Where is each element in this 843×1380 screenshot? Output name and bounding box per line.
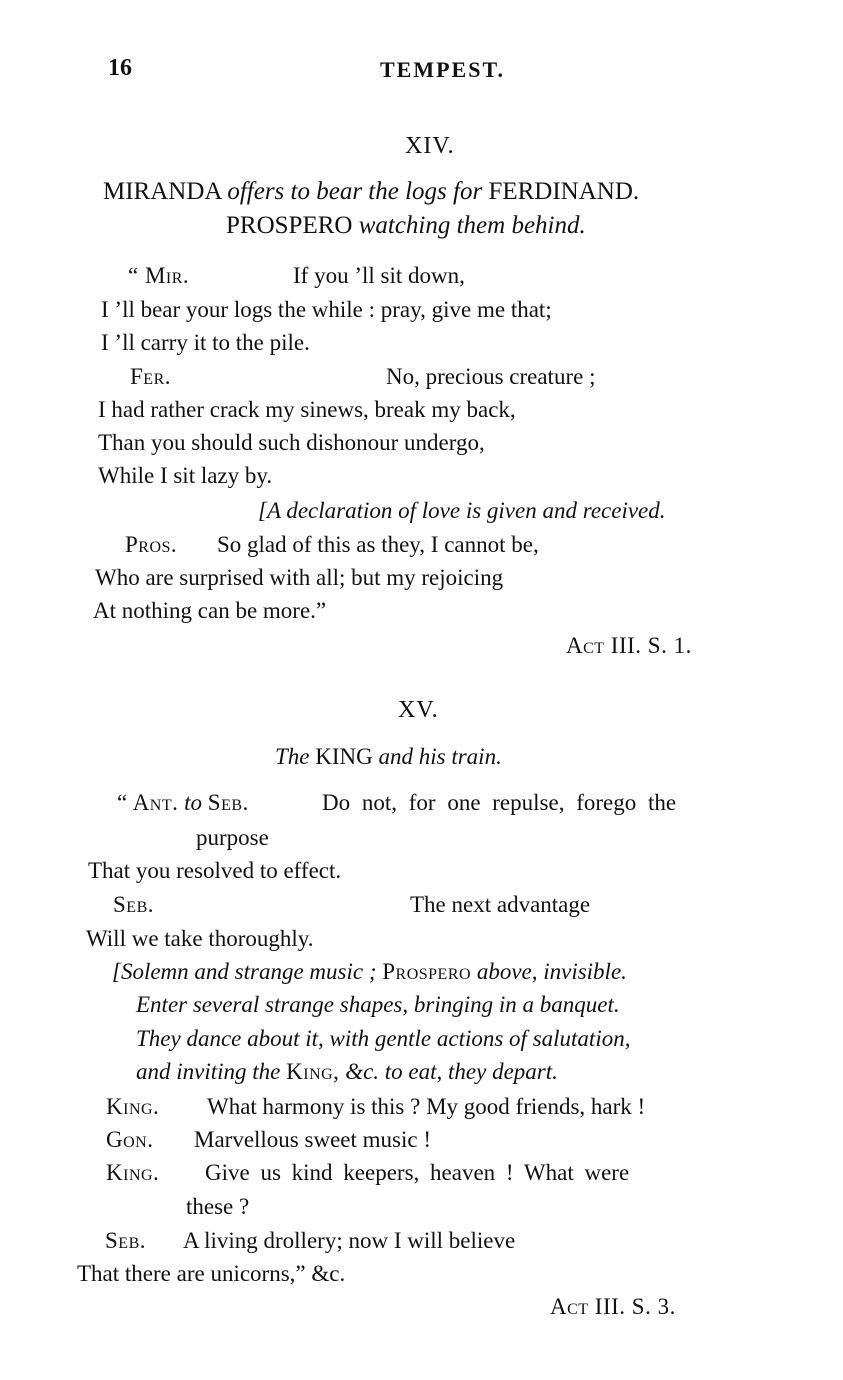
verse-line: The next advantage — [410, 892, 591, 917]
verse-line: At nothing can be more.” — [93, 598, 327, 623]
verse-line: I had rather crack my sinews, break my back, — [98, 397, 516, 422]
speaker-label: Gon. — [106, 1127, 154, 1152]
caption-italic: and his train. — [378, 744, 502, 769]
character-name: FERDINAND. — [488, 178, 640, 205]
verse-line: No, precious creature ; — [386, 364, 596, 389]
verse-line: Marvellous sweet music ! — [194, 1127, 431, 1152]
stage-direction — [136, 1058, 558, 1086]
verse-line: Who are surprised with all; but my rejoicing — [95, 565, 504, 590]
verse-line: these ? — [186, 1194, 250, 1219]
stage-direction-italic: &c. to eat, they depart. — [345, 1059, 558, 1084]
character-name: PROSPERO — [226, 212, 353, 239]
verse-line: While I sit lazy by. — [98, 463, 273, 488]
speaker-label: Seb. — [105, 1228, 146, 1253]
verse-line: I ’ll bear your logs the while : pray, give me that; — [101, 297, 552, 322]
running-title: TEMPEST. — [380, 57, 506, 82]
stage-direction-italic: above, invisible. — [476, 959, 627, 984]
section-numeral-xiv: XIV. — [405, 133, 455, 159]
caption-italic: offers to bear the logs for — [227, 178, 483, 205]
verse-line: purpose — [196, 825, 269, 850]
verse-line: Than you should such dishonour undergo, — [98, 430, 485, 455]
verse-line: What harmony is this ? My good friends, hark ! — [207, 1094, 646, 1119]
character-name: KING — [315, 744, 373, 769]
section-numeral-xv: XV. — [398, 697, 439, 723]
verse-line: A living drollery; now I will believe — [183, 1228, 516, 1253]
caption-italic: watching them behind. — [358, 212, 586, 239]
verse-line: That you resolved to effect. — [88, 858, 342, 883]
speaker-label: Pros. — [125, 532, 178, 557]
verse-line: If you ’ll sit down, — [293, 263, 465, 288]
stage-direction-italic: [Solemn and strange music ; — [112, 959, 377, 984]
speaker-label: King. — [106, 1094, 160, 1119]
stage-direction: They dance about it, with gentle actions of salutation, — [136, 1026, 631, 1051]
character-name: MIRANDA — [103, 178, 222, 205]
section-caption-line2 — [226, 212, 586, 240]
verse-line: So glad of this as they, I cannot be, — [217, 532, 539, 557]
verse-line: I ’ll carry it to the pile. — [101, 330, 310, 355]
verse-line: Will we take thoroughly. — [86, 926, 314, 951]
speaker-label: King. — [106, 1160, 160, 1185]
stage-direction-italic: and inviting the — [136, 1059, 281, 1084]
stage-direction: Enter several strange shapes, bringing in a banquet. — [136, 992, 620, 1017]
stage-direction — [112, 958, 627, 986]
verse-line: That there are unicorns,” &c. — [77, 1261, 346, 1286]
speaker-label: “ Ant. — [117, 790, 179, 815]
speaker-label: Seb. — [113, 892, 154, 917]
speaker-label: “ Mir. — [128, 263, 190, 288]
address-italic: to — [184, 790, 203, 815]
section-caption-line1 — [103, 178, 639, 206]
character-name: Prospero — [382, 959, 472, 984]
verse-line: Do not, for one repulse, forego the — [322, 790, 677, 815]
speaker-label: Seb. — [207, 790, 249, 815]
verse-line-with-speaker — [117, 789, 249, 817]
speaker-label: Fer. — [130, 364, 171, 389]
character-name: King, — [286, 1059, 340, 1084]
verse-line: Give us kind keepers, heaven ! What were — [205, 1160, 630, 1185]
stage-direction: [A declaration of love is given and received. — [258, 498, 666, 523]
page-number: 16 — [108, 55, 132, 81]
act-scene-reference: Act III. S. 3. — [550, 1294, 676, 1319]
caption-italic: The — [275, 744, 310, 769]
section-caption — [275, 743, 502, 771]
act-scene-reference: Act III. S. 1. — [566, 633, 692, 658]
